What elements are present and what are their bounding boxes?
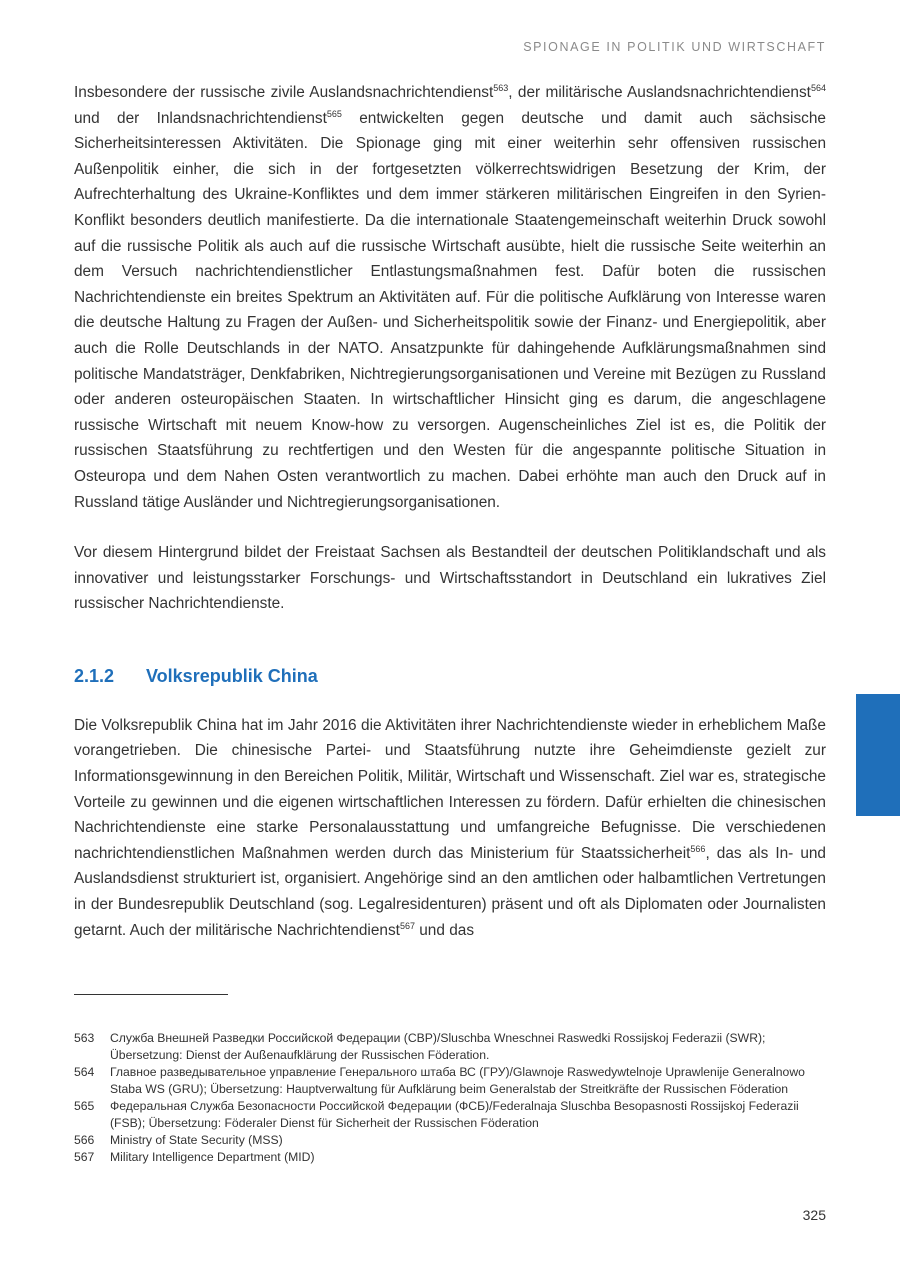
- footnote-item: [74, 1064, 826, 1098]
- text-run: Insbesondere der russische zivile Auslandsnachrichtendienst: [74, 84, 494, 101]
- footnote-ref-567[interactable]: 567: [399, 920, 415, 931]
- footnotes: [74, 1030, 826, 1166]
- text-run: und der Inlandsnachrichtendienst: [74, 109, 327, 127]
- text-run: , das als In- und Auslandsdienst strukturiert ist, organisiert. Angehörige sind an den amtlichen oder halbamtlichen Vertretungen in der Bundesrepublik Deutschland (sog. Legalresidenturen) präsent und oft als Diplomaten oder Journalisten getarnt. Auch der militärische Nachrichtendienst: [74, 844, 826, 939]
- footnote-divider: [74, 994, 228, 995]
- section-heading: [74, 663, 826, 689]
- text-run: Die Volksrepublik China hat im Jahr 2016 die Aktivitäten ihrer Nachrichtendienste wieder in erheblichem Maße vorangetrieben. Die chinesische Partei- und Staatsführung nutzte ihre Geheimdienste gezielt zur Informationsgewinnung in den Bereichen Politik, Militär, Wirtschaft und Wissenschaft. Ziel war es, strategische Vorteile zu gewinnen und die eigenen wirtschaftlichen Interessen zu fördern. Dafür erhielten die chinesischen Nachrichtendienste eine starke Personalausstattung und umfangreiche Befugnisse. Die verschiedenen nachrichtendienstlichen Maßnahmen werden durch das Ministerium für Staatssicherheit: [74, 716, 826, 862]
- main-content: [74, 80, 826, 943]
- section-number: 2.1.2: [74, 665, 115, 686]
- footnote-text: Military Intelligence Department (MID): [110, 1150, 315, 1164]
- footnote-item: [74, 1098, 826, 1132]
- paragraph-saxony: Vor diesem Hintergrund bildet der Freistaat Sachsen als Bestandteil der deutschen Politiklandschaft und als innovativer und leistungsstarker Forschungs- und Wirtschaftsstandort in Deutschland ein lukratives Ziel russischer Nachrichtendienste.: [74, 544, 826, 613]
- footnote-ref-565[interactable]: 565: [326, 108, 342, 119]
- footnote-number: 566: [74, 1133, 95, 1147]
- footnote-item: [74, 1132, 826, 1149]
- page-number: 325: [802, 1207, 826, 1223]
- footnote-ref-564[interactable]: 564: [810, 83, 826, 93]
- text-run: entwickelten gegen deutsche und damit auch sächsische Sicherheitsinteressen Aktivitäten. Die Spionage ging mit einer weiterhin sehr offensiven russischen Außenpolitik einher, die sich in der fortgesetzten völkerrechtswidrigen Besetzung der Krim, der Aufrechterhaltung des Ukraine-Konfliktes und dem immer stärkeren militärischen Eingreifen in den Syrien-Konflikt besonders deutlich manifestierte. Da die internationale Staatengemeinschaft weiterhin Druck sowohl auf die russische Politik als auch auf die russische Wirtschaft ausübte, hielt die russische Seite weiterhin an dem Versuch nachrichtendienstlicher Entlastungsmaßnahmen fest. Dafür boten die russischen Nachrichtendienste ein breites Spektrum an Aktivitäten auf. Für die politische Aufklärung von Interesse waren die deutsche Haltung zu Fragen der Außen- und Sicherheitspolitik sowie der Finanz- und Energiepolitik, aber auch die Rolle Deutschlands in der NATO. Ansatzpunkte für dahingehende Aufklärungsmaßnahmen sind politische Mandatsträger, Denkfabriken, Nichtregierungsorganisationen und Vereine mit Bezügen zu Russland oder anderen osteuropäischen Staaten. In wirtschaftlicher Hinsicht ging es darum, die angeschlagene russische Wirtschaft mit neuem Know-how zu versorgen. Augenscheinliches Ziel ist es, die Politik der russischen Staatsführung zu rechtfertigen und den Westen für die angespannte politische Situation in Osteuropa und dem Nahen Osten verantwortlich zu machen. Dabei erhöhte man auch den Druck auf in Russland tätige Ausländer und Nichtregierungsorganisationen.: [74, 109, 826, 511]
- footnote-number: 565: [74, 1099, 95, 1113]
- footnote-text: Главное разведывательное управление Генерального штаба ВС (ГРУ)/Glawnoje Raswedywtelnoje Uprawlenije Generalnowo Staba WS (GRU); Übersetzung: Hauptverwaltung für Aufklärung beim Generalstab der Streitkräfte der Russischen Föderation: [110, 1065, 805, 1096]
- paragraph-china: [74, 713, 826, 943]
- paragraph-russia: [74, 80, 826, 515]
- footnote-text: Служба Внешней Разведки Российской Федерации (СВР)/Sluschba Wneschnei Raswedki Rossijskoj Federazii (SWR); Übersetzung: Dienst der Außenaufklärung der Russischen Föderation.: [110, 1031, 766, 1062]
- footnote-number: 563: [74, 1031, 95, 1045]
- footnote-item: [74, 1030, 826, 1064]
- running-header: SPIONAGE IN POLITIK UND WIRTSCHAFT: [523, 40, 826, 54]
- text-run: und das: [414, 921, 475, 939]
- footnote-text: Федеральная Служба Безопасности Российской Федерации (ФСБ)/Federalnaja Sluschba Besopasnosti Rossijskoj Federazii (FSB); Übersetzung: Föderaler Dienst für Sicherheit der Russischen Föderation: [110, 1099, 799, 1130]
- footnote-number: 567: [74, 1150, 95, 1164]
- chapter-tab-marker: [856, 694, 900, 816]
- footnote-item: [74, 1149, 826, 1166]
- footnote-number: 564: [74, 1065, 95, 1079]
- footnote-text: Ministry of State Security (MSS): [110, 1133, 283, 1147]
- footnote-ref-566[interactable]: 566: [690, 843, 706, 854]
- text-run: , der militärische Auslandsnachrichtendienst: [508, 84, 811, 101]
- footnote-ref-563[interactable]: 563: [493, 83, 509, 93]
- section-title: Volksrepublik China: [146, 665, 318, 686]
